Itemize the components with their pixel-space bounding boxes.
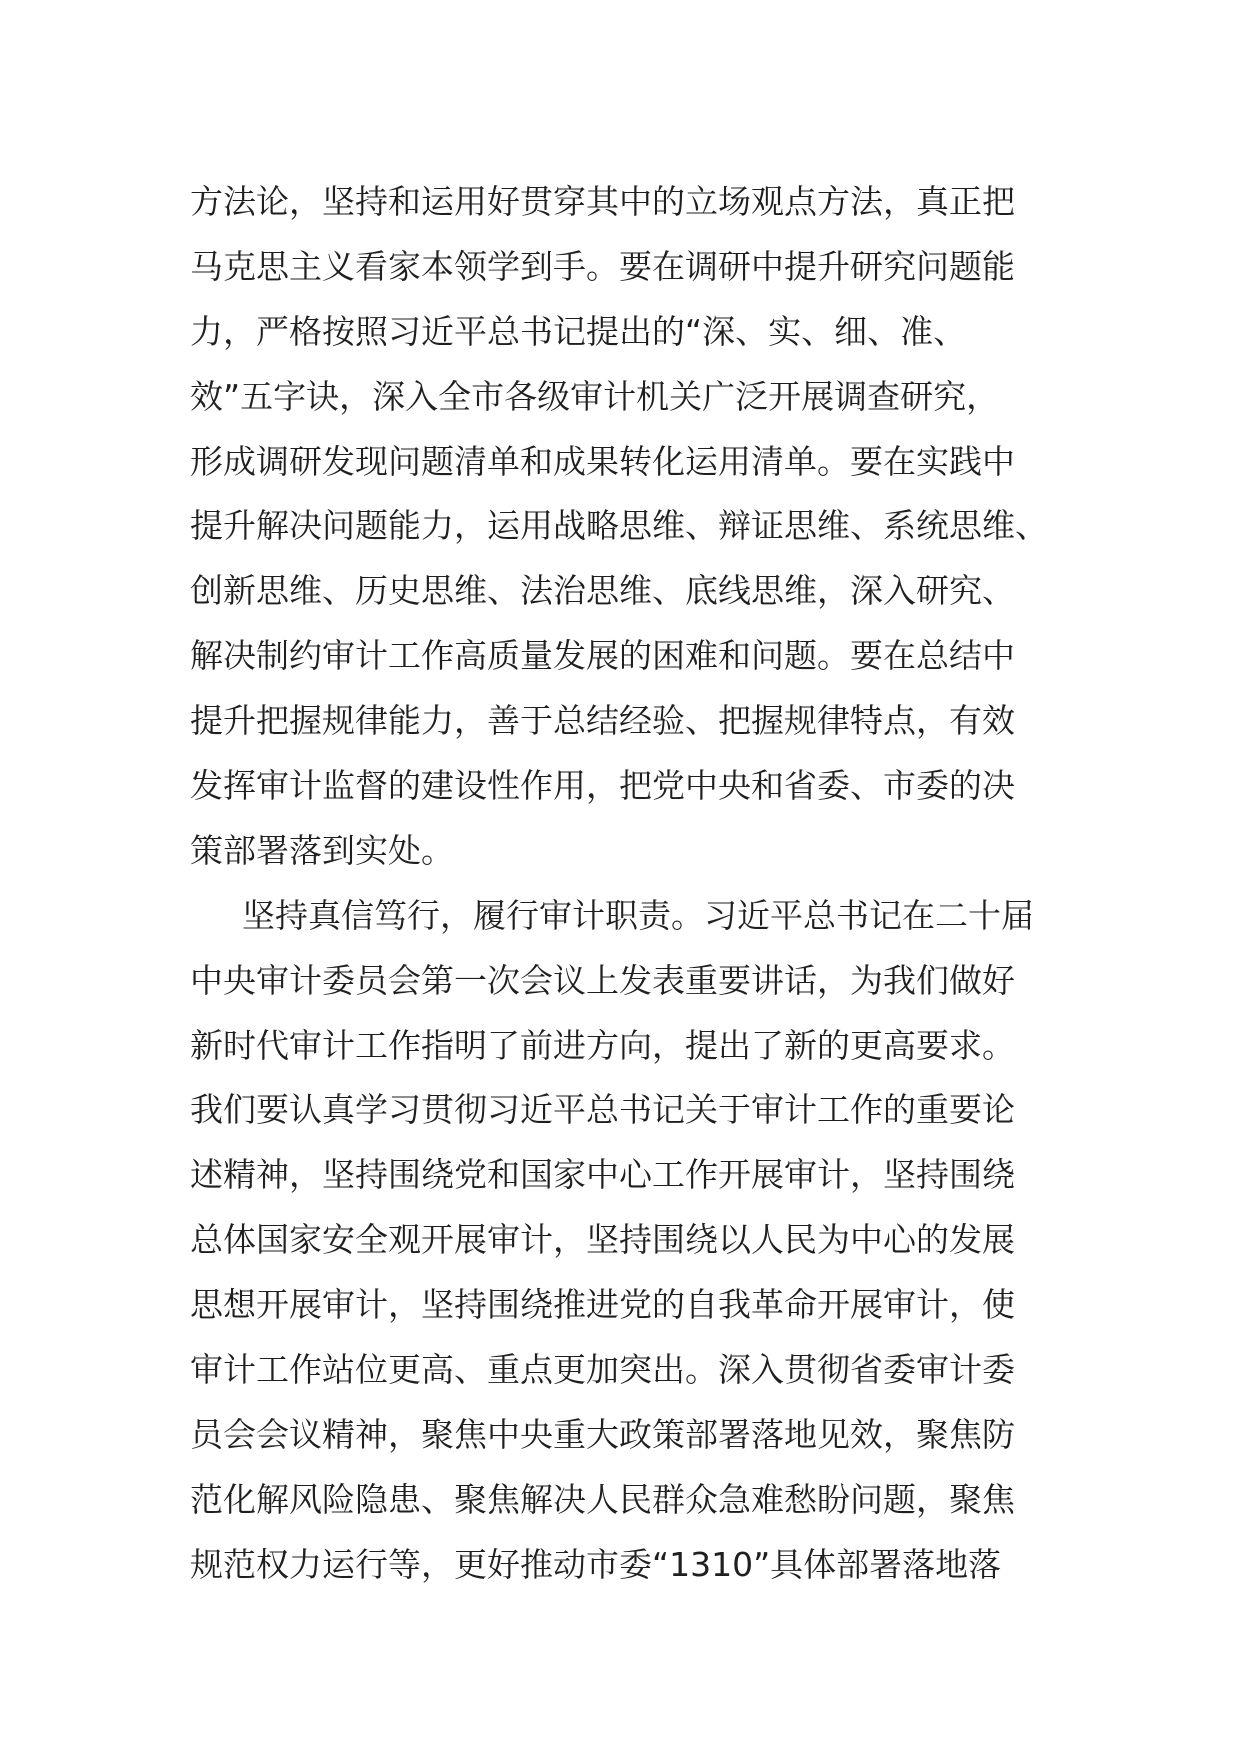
text-line: 方法论，坚持和运用好贯穿其中的立场观点方法，真正把: [190, 182, 1015, 221]
text-line: 述精神，坚持围绕党和国家中心工作开展审计，坚持围绕: [190, 1155, 1015, 1195]
text-line: 策部署落到实处。: [190, 830, 454, 870]
text-line: 形成调研发现问题清单和成果转化运用清单。要在实践中: [190, 441, 1015, 481]
text-line: 规范权力运行等，更好推动市委“1310”具体部署落地落: [190, 1544, 1002, 1584]
text-line: 员会会议精神，聚焦中央重大政策部署落地见效，聚焦防: [190, 1414, 1015, 1454]
text-line: 提升解决问题能力，运用战略思维、辩证思维、系统思维、: [190, 506, 1048, 546]
text-line: 发挥审计监督的建设性作用，把党中央和省委、市委的决: [190, 766, 1015, 806]
paragraph-first-line: 坚持真信笃行，履行审计职责。习近平总书记在二十届: [242, 895, 1034, 935]
text-line: 解决制约审计工作高质量发展的困难和问题。要在总结中: [190, 636, 1015, 676]
text-line: 提升把握规律能力，善于总结经验、把握规律特点，有效: [190, 701, 1015, 741]
text-line: 我们要认真学习贯彻习近平总书记关于审计工作的重要论: [190, 1090, 1015, 1130]
text-line: 新时代审计工作指明了前进方向，提出了新的更高要求。: [190, 1025, 1015, 1065]
text-line: 中央审计委员会第一次会议上发表重要讲话，为我们做好: [190, 960, 1015, 1000]
text-line: 范化解风险隐患、聚焦解决人民群众急难愁盼问题，聚焦: [190, 1479, 1015, 1519]
text-line: 力，严格按照习近平总书记提出的“深、实、细、准、: [190, 311, 967, 351]
text-line: 总体国家安全观开展审计，坚持围绕以人民为中心的发展: [190, 1220, 1015, 1260]
body-text: [190, 170, 1070, 1598]
text-line: 思想开展审计，坚持围绕推进党的自我革命开展审计，使: [190, 1285, 1015, 1325]
text-line: 效”五字诀，深入全市各级审计机关广泛开展调查研究，: [190, 376, 1000, 416]
text-line: 创新思维、历史思维、法治思维、底线思维，深入研究、: [190, 571, 1015, 611]
text-line: 审计工作站位更高、重点更加突出。深入贯彻省委审计委: [190, 1350, 1015, 1390]
text-line: 马克思主义看家本领学到手。要在调研中提升研究问题能: [190, 246, 1015, 286]
